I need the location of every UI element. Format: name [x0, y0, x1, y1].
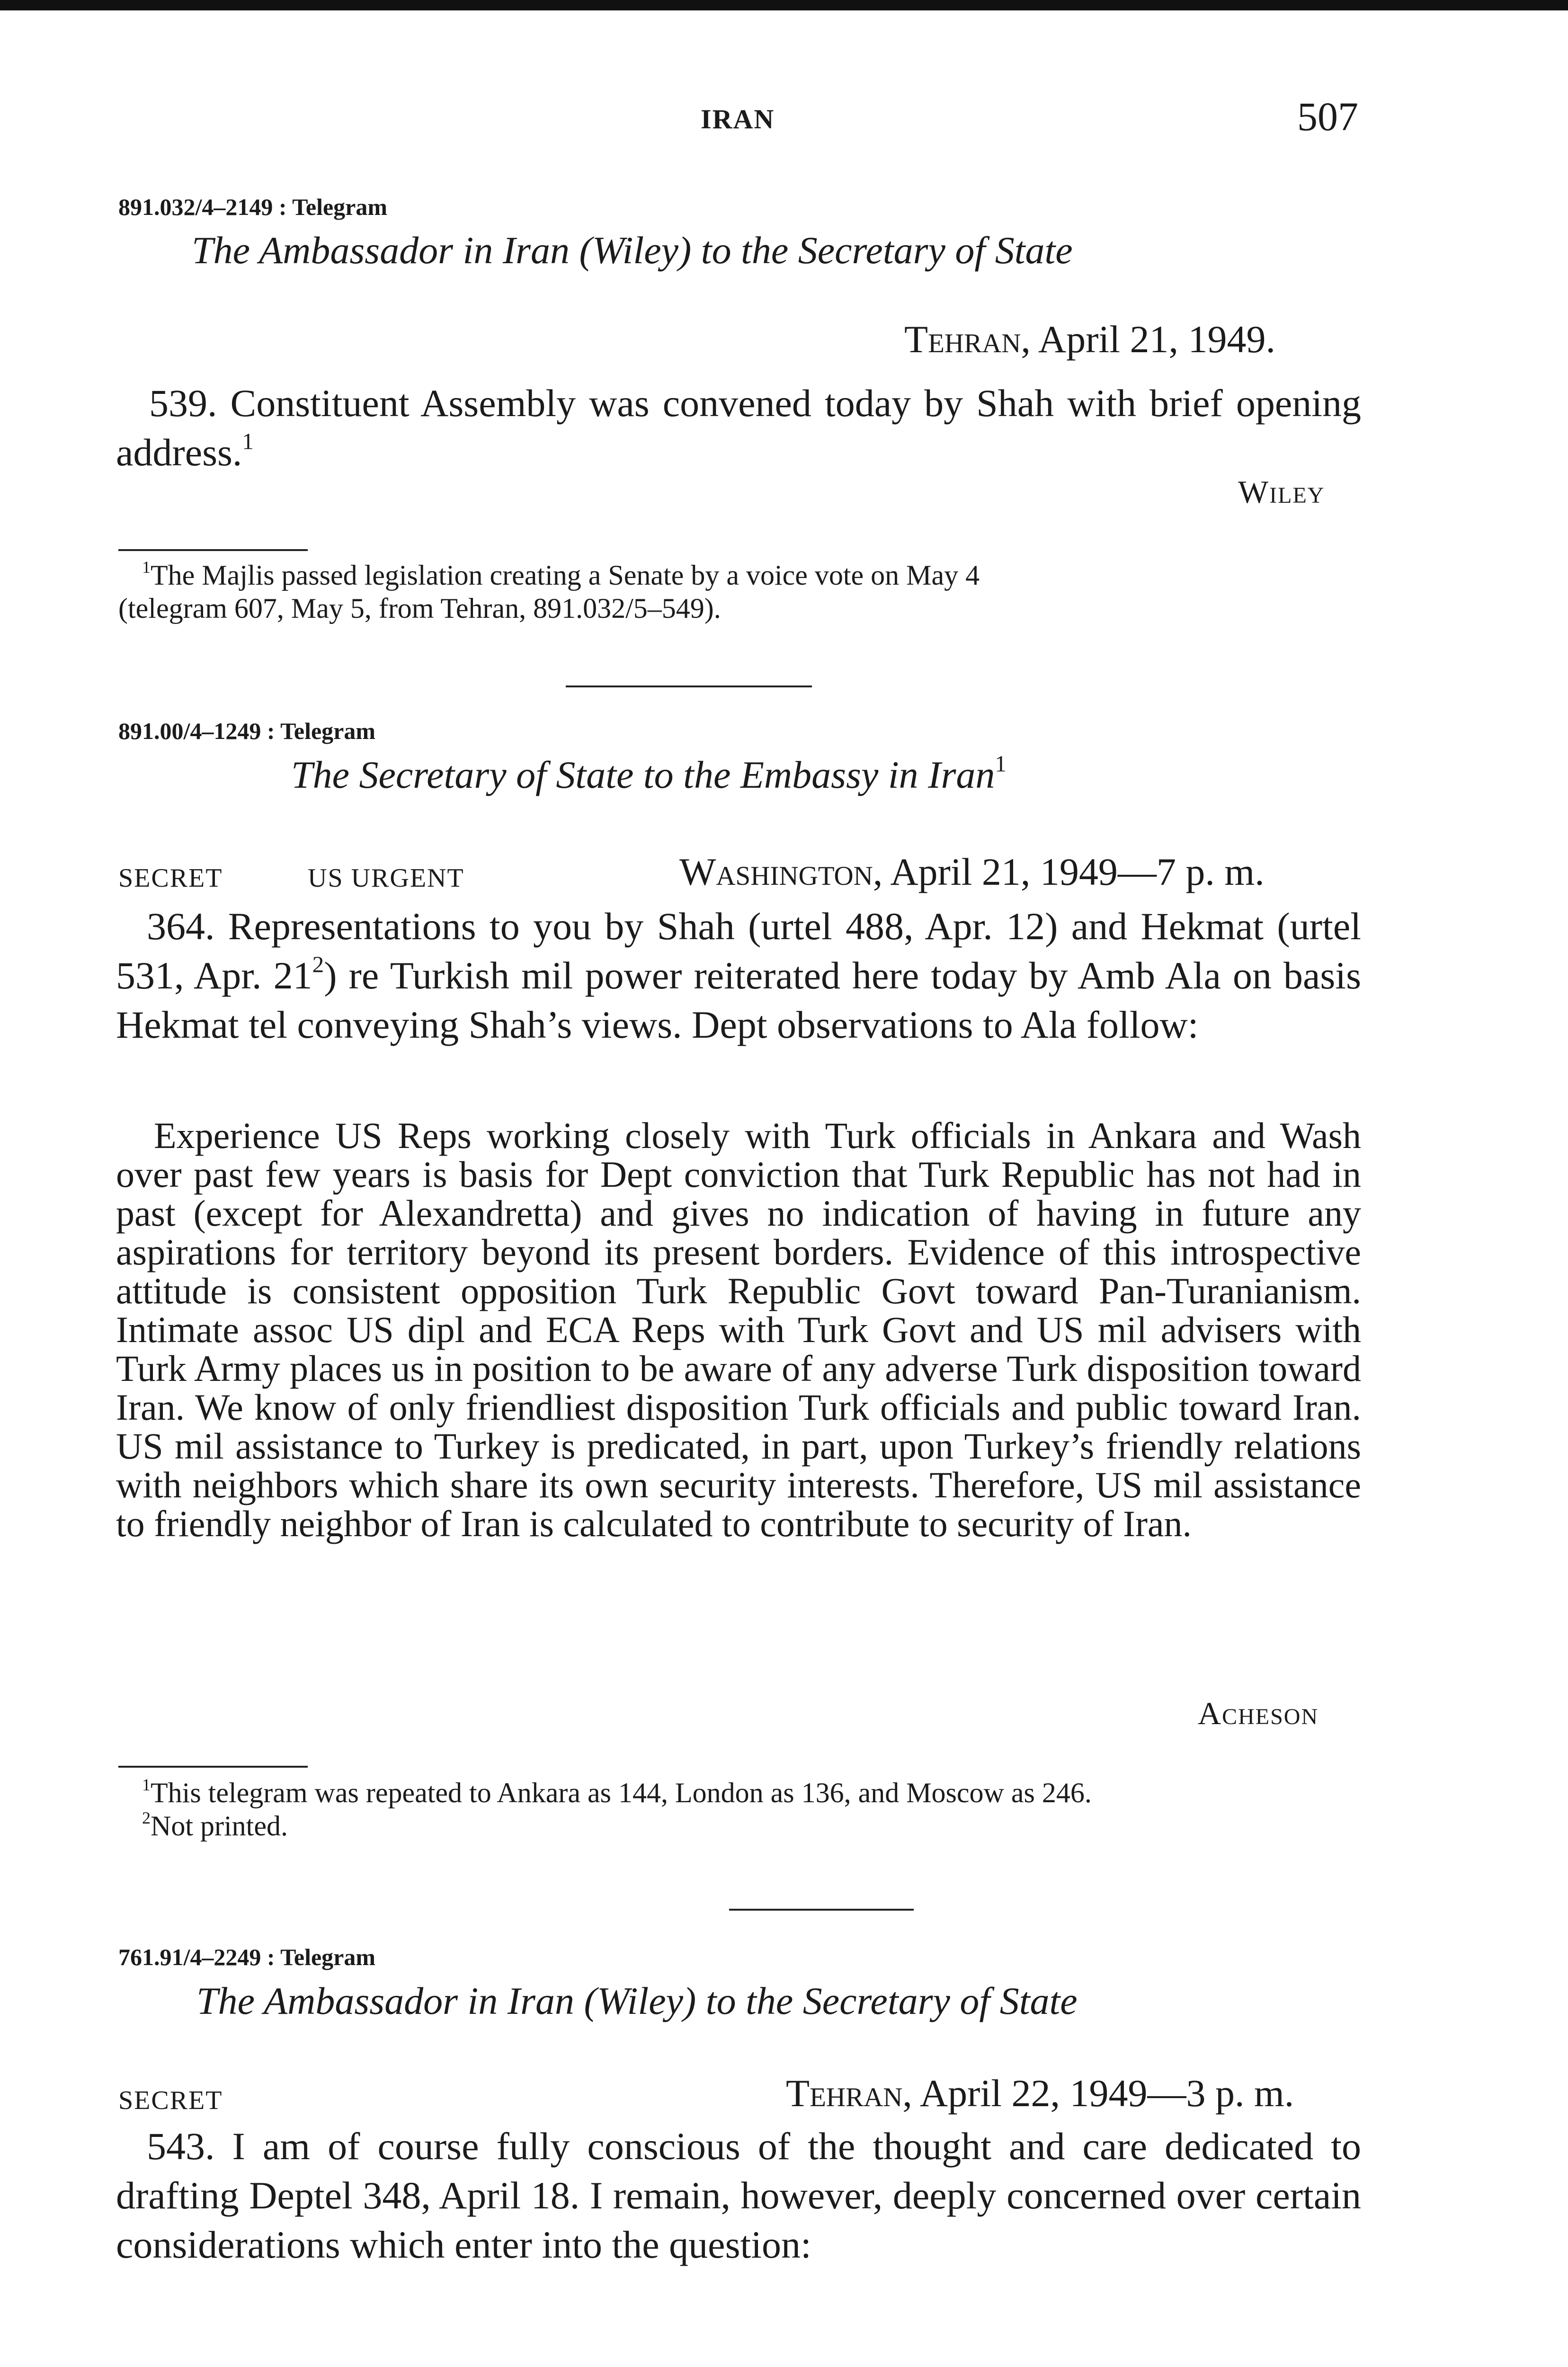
doc2-classification: SECRET [118, 863, 223, 893]
page-top-border [0, 0, 1568, 10]
doc3-date: , April 22, 1949—3 p. m. [902, 2072, 1294, 2115]
doc2-file-ref: 891.00/4–1249 : Telegram [118, 718, 376, 744]
doc3-body: 543. I am of course fully conscious of the thought and care dedicated to drafting Deptel 348, April 18. I remain, however, deeply concerned over certain considerations which enter into the question: [116, 2125, 1361, 2266]
doc3-classification: SECRET [118, 2086, 223, 2115]
doc1-dateline [904, 317, 1275, 362]
doc2-date: , April 21, 1949—7 p. m. [873, 850, 1265, 893]
doc1-date: , April 21, 1949. [1021, 318, 1275, 361]
doc3-dateline [786, 2071, 1294, 2116]
section-divider [729, 1909, 914, 1911]
doc1-body-note: 1 [242, 428, 254, 454]
doc1-signature: Wiley [1238, 474, 1325, 510]
doc1-body: 539. Constituent Assembly was convened today by Shah with brief opening address.$^1$ [116, 382, 1361, 474]
doc1-title: The Ambassador in Iran (Wiley) to the Secretary of State [192, 229, 1073, 272]
doc2-title: The Secretary of State to the Embassy in Iran$^1$ [291, 750, 1007, 796]
doc3-title: The Ambassador in Iran (Wiley) to the Secretary of State [196, 1979, 1078, 2022]
doc1-footnote: $^1$The Majlis passed legislation creating a Senate by a voice vote on May 4 (telegram 607, May 5, from Tehran, 891.032/5–549). [118, 557, 980, 624]
doc1-file-ref: 891.032/4–2149 : Telegram [118, 194, 388, 220]
doc2-quoted-observations: Experience US Reps working closely with Turk officials in Ankara and Wash over past few years is basis for Dept conviction that Turk Republic has not had in past (except for Alexandretta) and gives no indication of having in future any aspirations for territory beyond its present borders. Evidence of this introspective attitude is consistent opposition Turk Republic Govt toward Pan-Turanianism. Intimate assoc US dipl and ECA Reps with Turk Govt and US mil advisers with Turk Army places us in position to be aware of any adverse Turk disposition toward Iran. We know of only friendliest disposition Turk officials and public toward Iran. US mil assistance to Turkey is predicated, in part, upon Turkey’s friendly relations with neighbors which share its own security interests. Therefore, US mil assistance to friendly neighbor of Iran is calculated to contribute to security of Iran. [116, 1115, 1361, 1544]
doc2-footnote-1: $^1$This telegram was repeated to Ankara as 144, London as 136, and Moscow as 246. [142, 1775, 1092, 1808]
running-head: IRAN [701, 104, 775, 134]
page-number: 507 [1297, 94, 1358, 139]
footnote-rule [118, 1766, 308, 1768]
doc2-body: 364. Representations to you by Shah (urtel 488, Apr. 12) and Hekmat (urtel 531, Apr. $21^2$) re Turkish mil power reiterated here today by Amb Ala on basis Hekmat tel conveying Shah’s views. Dept observations to Ala follow: [116, 905, 1361, 1046]
doc2-precedence: US URGENT [308, 863, 464, 893]
doc2-body-note: 2 [312, 951, 324, 978]
doc3-file-ref: 761.91/4–2249 : Telegram [118, 1944, 376, 1970]
doc2-signature: Acheson [1198, 1695, 1319, 1731]
doc2-footnote-2: $^2$Not printed. [142, 1808, 288, 1842]
section-divider [566, 685, 812, 687]
doc2-place: Washington [679, 850, 873, 893]
doc1-place: Tehran [904, 318, 1021, 361]
doc2-dateline [679, 850, 1265, 894]
footnote-rule [118, 549, 308, 551]
doc2-footnotes [118, 1776, 1363, 1842]
doc2-title-note: 1 [995, 750, 1007, 777]
doc3-place: Tehran [786, 2072, 903, 2115]
doc1-footnote-mark: 1 [142, 557, 151, 577]
